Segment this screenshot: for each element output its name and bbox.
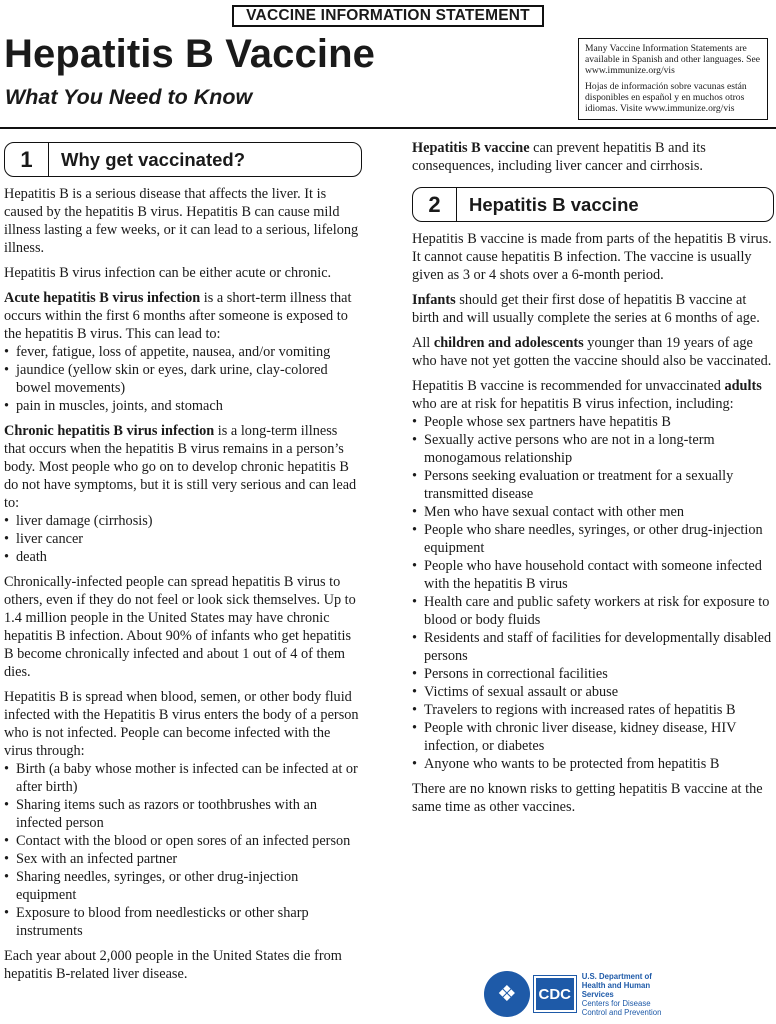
section-title: Hepatitis B vaccine xyxy=(469,193,639,215)
list-item: • People whose sex partners have hepatitis B xyxy=(412,413,774,431)
footer-logos xyxy=(484,968,684,1020)
section-header-1 xyxy=(4,142,362,177)
paragraph-acute xyxy=(4,289,362,343)
list-item: • liver damage (cirrhosis) xyxy=(4,512,362,530)
bold-term: Infants xyxy=(412,292,456,308)
text: who are at risk for hepatitis B virus infection, including: xyxy=(412,396,734,412)
paragraph: Hepatitis B vaccine is made from parts of the hepatitis B virus. It cannot cause hepatitis B infection. The vaccine is usually given as 3 or 4 shots over a 6-month period. xyxy=(412,231,772,283)
bold-term: children and adolescents xyxy=(433,335,584,351)
text: All xyxy=(412,335,434,351)
section-number: 2 xyxy=(413,188,457,221)
cdc-name-line: Centers for Disease xyxy=(581,998,651,1008)
paragraph-chronic xyxy=(4,422,362,512)
paragraph-intro xyxy=(412,139,774,175)
list-item: • fever, fatigue, loss of appetite, nausea, and/or vomiting xyxy=(4,343,362,361)
paragraph: Hepatitis B virus infection can be either acute or chronic. xyxy=(4,265,332,281)
list-item: • liver cancer xyxy=(4,530,362,548)
list-item: • Exposure to blood from needlesticks or other sharp instruments xyxy=(4,904,362,940)
bold-term: Chronic hepatitis B virus infection xyxy=(4,423,215,439)
hhs-name-line: U.S. Department of xyxy=(581,971,652,981)
section-number: 1 xyxy=(5,143,49,176)
list-item: • Birth (a baby whose mother is infected can be infected at or after birth) xyxy=(4,760,362,796)
page-subtitle: What You Need to Know xyxy=(5,85,253,109)
language-note-english: Many Vaccine Information Statements are available in Spanish and other languages. See www.immunize.org/vis xyxy=(585,43,761,77)
bold-term: adults xyxy=(724,378,762,394)
text: is a long-term illness that occurs when the hepatitis B virus remains in a person’s body. Most people who go on to develop chronic hepatitis B do not have symptoms, but it is still very serious and can lead to: xyxy=(4,423,357,511)
section-header-2 xyxy=(412,187,774,222)
agency-names xyxy=(582,972,684,1017)
list-item: • Travelers to regions with increased rates of hepatitis B xyxy=(412,701,774,719)
paragraph: Each year about 2,000 people in the United States die from hepatitis B-related liver disease. xyxy=(4,948,342,982)
list-item: • Men who have sexual contact with other men xyxy=(412,503,774,521)
list-item: • Anyone who wants to be protected from hepatitis B xyxy=(412,755,774,773)
list-item: • Health care and public safety workers at risk for exposure to blood or body fluids xyxy=(412,593,774,629)
paragraph: There are no known risks to getting hepatitis B vaccine at the same time as other vaccines. xyxy=(412,781,763,815)
list-item: • Sexually active persons who are not in a long-term monogamous relationship xyxy=(412,431,774,467)
page-title: Hepatitis B Vaccine xyxy=(4,32,375,76)
header-divider xyxy=(0,127,776,129)
language-note-spanish: Hojas de información sobre vacunas están disponibles en español y en muchos otros idiomas. Visite www.immunize.org/vis xyxy=(585,80,747,115)
paragraph-children xyxy=(412,334,774,370)
list-item: • Sharing needles, syringes, or other drug-injection equipment xyxy=(4,868,362,904)
list-item: • Sharing items such as razors or toothbrushes with an infected person xyxy=(4,796,362,832)
paragraph: Hepatitis B is a serious disease that affects the liver. It is caused by the hepatitis B virus. Hepatitis B can cause mild illness lasting a few weeks, or it can lead to a serious, lifelong illness. xyxy=(4,186,359,256)
left-column xyxy=(4,142,362,990)
text: should get their first dose of hepatitis B vaccine at birth and will usually complete the series at 6 months of age. xyxy=(412,292,760,326)
right-column xyxy=(412,139,774,823)
paragraph: Chronically-infected people can spread hepatitis B virus to others, even if they do not feel or look sick themselves. Up to 1.4 million people in the United States may have chronic hepatitis B infection. About 90% of infants who get hepatitis B become chronically infected and about 1 out of 4 of them dies. xyxy=(4,574,356,680)
text: Hepatitis B vaccine is recommended for unvaccinated xyxy=(412,378,725,394)
chronic-outcome-list xyxy=(4,512,362,566)
cdc-name-line: Control and Prevention xyxy=(581,1007,662,1017)
paragraph-infants xyxy=(412,291,774,327)
text: can prevent hepatitis B and its consequences, including liver cancer and cirrhosis. xyxy=(412,140,706,174)
list-item: • Sex with an infected partner xyxy=(4,850,362,868)
list-item: • Victims of sexual assault or abuse xyxy=(412,683,774,701)
bold-term: Acute hepatitis B virus infection xyxy=(4,290,201,306)
cdc-logo: CDC xyxy=(534,976,576,1012)
at-risk-adults-list xyxy=(412,413,774,773)
list-item: • death xyxy=(4,548,362,566)
text: younger than 19 years of age who have not yet gotten the vaccine should also be vaccinated. xyxy=(412,335,772,369)
list-item: • pain in muscles, joints, and stomach xyxy=(4,397,362,415)
paragraph: Hepatitis B is spread when blood, semen, or other body fluid infected with the Hepatitis B virus enters the body of a person who is not infected. People can become infected with the virus through: xyxy=(4,689,359,759)
hhs-name-line: Health and Human Services xyxy=(581,980,651,999)
bold-term: Hepatitis B vaccine xyxy=(412,140,530,156)
acute-symptom-list xyxy=(4,343,362,415)
text: is a short-term illness that occurs within the first 6 months after someone is exposed to the hepatitis B virus. This can lead to: xyxy=(4,290,352,342)
list-item: • People who have household contact with someone infected with the hepatitis B virus xyxy=(412,557,774,593)
paragraph-adults xyxy=(412,377,774,413)
transmission-list xyxy=(4,760,362,940)
hhs-eagle-icon: ❖ xyxy=(484,971,530,1017)
vis-banner: VACCINE INFORMATION STATEMENT xyxy=(232,5,544,27)
list-item: • People with chronic liver disease, kidney disease, HIV infection, or diabetes xyxy=(412,719,774,755)
list-item: • Persons seeking evaluation or treatment for a sexually transmitted disease xyxy=(412,467,774,503)
section-title: Why get vaccinated? xyxy=(61,148,246,170)
list-item: • jaundice (yellow skin or eyes, dark urine, clay-colored bowel movements) xyxy=(4,361,362,397)
list-item: • Contact with the blood or open sores of an infected person xyxy=(4,832,362,850)
list-item: • Persons in correctional facilities xyxy=(412,665,774,683)
list-item: • People who share needles, syringes, or other drug-injection equipment xyxy=(412,521,774,557)
language-availability-box xyxy=(578,38,768,120)
list-item: • Residents and staff of facilities for developmentally disabled persons xyxy=(412,629,774,665)
